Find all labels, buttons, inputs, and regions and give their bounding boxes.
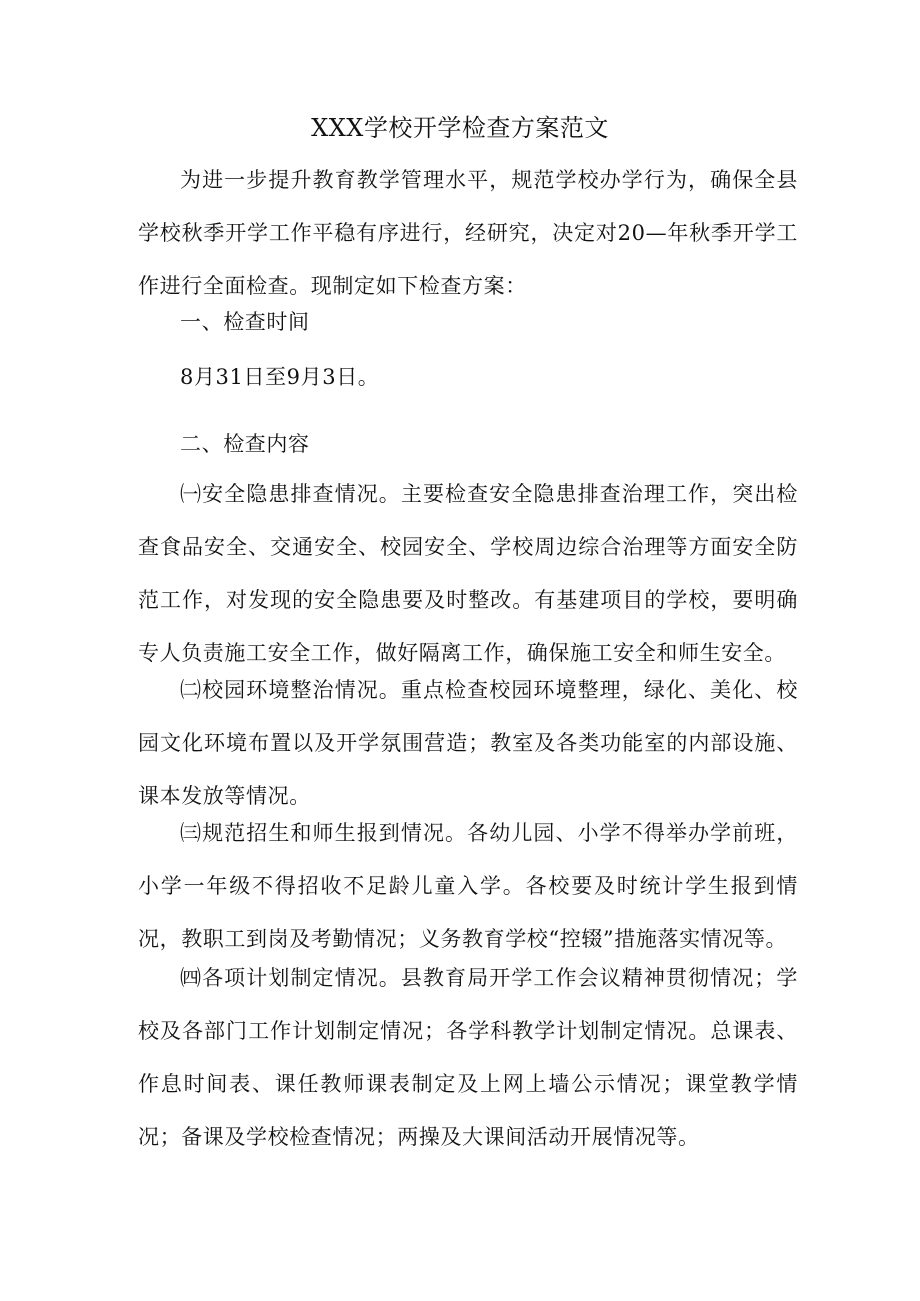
section-heading-content: 二、检查内容 xyxy=(180,432,310,456)
content-item-plans: ㈣各项计划制定情况。县教育局开学工作会议精神贯彻情况；学校及各部门工作计划制定情况；各学科教学计划制定情况。总课表、作息时间表、课任教师课表制定及上网上墙公示情况；课堂教学情况；备课及学校检查情况；两操及大课间活动开展情况等。 xyxy=(138,966,798,1149)
section-heading-time: 一、检查时间 xyxy=(180,310,310,334)
content-item-enrollment: ㈢规范招生和师生报到情况。各幼儿园、小学不得举办学前班，小学一年级不得招收不足龄儿童入学。各校要及时统计学生报到情况，教职工到岗及考勤情况；义务教育学校“控辍”措施落实情况等。 xyxy=(138,821,798,951)
content-item-safety: ㈠安全隐患排查情况。主要检查安全隐患排查治理工作，突出检查食品安全、交通安全、校园安全、学校周边综合治理等方面安全防范工作，对发现的安全隐患要及时整改。有基建项目的学校，要明确专人负责施工安全工作，做好隔离工作，确保施工安全和师生安全。 xyxy=(138,482,798,665)
intro-paragraph: 为进一步提升教育教学管理水平，规范学校办学行为，确保全县学校秋季开学工作平稳有序进行，经研究，决定对20—年秋季开学工作进行全面检查。现制定如下检查方案： xyxy=(138,168,798,298)
content-item-environment: ㈡校园环境整治情况。重点检查校园环境整理，绿化、美化、校园文化环境布置以及开学氛围营造；教室及各类功能室的内部设施、课本发放等情况。 xyxy=(138,678,798,808)
document-title: XXX学校开学检查方案范文 xyxy=(311,114,609,142)
inspection-date-text: 8月31日至9月3日。 xyxy=(180,365,380,389)
